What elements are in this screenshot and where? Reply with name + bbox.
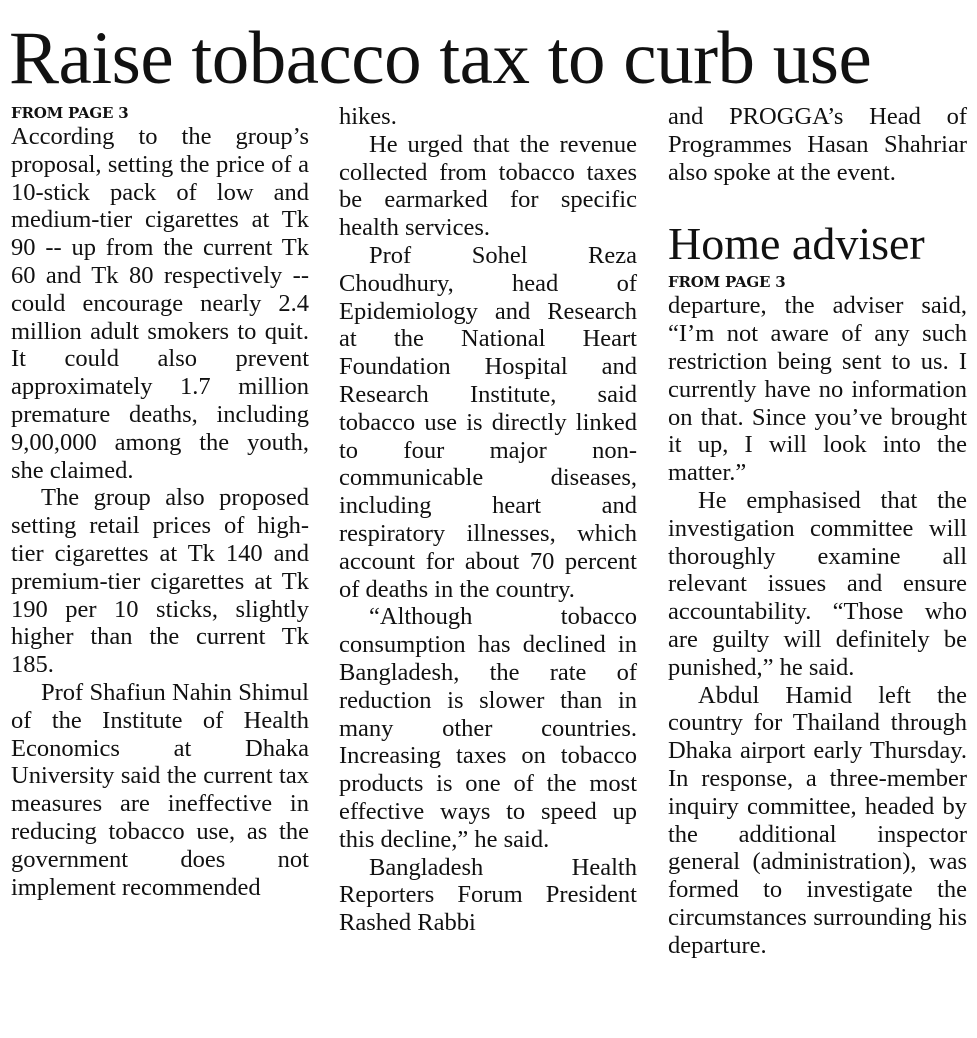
body-paragraph: The group also proposed setting retail prices of high-tier cigarettes at Tk 140 and premium-tier cigarettes at Tk 190 per 10 sticks, slightly higher than the current Tk 185.	[11, 484, 309, 679]
article-column-2	[339, 103, 637, 937]
body-paragraph: He emphasised that the investigation committee will thoroughly examine all relevant issues and ensure accountability. “Those who are guilty will definitely be punished,” he said.	[668, 486, 967, 681]
body-paragraph: Prof Sohel Reza Choudhury, head of Epidemiology and Research at the National Heart Foundation Hospital and Research Institute, said tobacco use is directly linked to four major non-communicable diseases, including heart and respiratory illnesses, which account for about 70 percent of deaths in the country.	[339, 241, 637, 603]
body-paragraph: “Although tobacco consumption has declined in Bangladesh, the rate of reduction is slower than in many other countries. Increasing taxes on tobacco products is one of the most effective ways to speed up this decline,” he said.	[339, 603, 637, 853]
article-column-3	[668, 103, 967, 960]
kicker-from-page: FROM PAGE 3	[668, 273, 786, 292]
subheadline: Home adviser	[668, 218, 925, 270]
headline: Raise tobacco tax to curb use	[9, 17, 872, 100]
body-paragraph: Prof Shafiun Nahin Shimul of the Institute of Health Economics at Dhaka University said the current tax measures are ineffective in reducing tobacco use, as the government does not implement recommended	[11, 678, 309, 901]
body-paragraph: hikes.	[339, 103, 397, 130]
body-paragraph: and PROGGA’s Head of Programmes Hasan Shahriar also spoke at the event.	[668, 103, 967, 186]
article-column-1	[11, 103, 309, 901]
kicker-from-page: FROM PAGE 3	[11, 104, 129, 122]
body-paragraph: According to the group’s proposal, setting the price of a 10-stick pack of low and medium-tier cigarettes at Tk 90 -- up from the current Tk 60 and Tk 80 respectively -- could encourage nearly 2.4 million adult smokers to quit. It could also prevent approximately 1.7 million premature deaths, including 9,00,000 among the youth, she claimed.	[11, 123, 309, 484]
body-paragraph: He urged that the revenue collected from tobacco taxes be earmarked for specific health services.	[339, 130, 637, 242]
body-paragraph: Bangladesh Health Reporters Forum President Rashed Rabbi	[339, 853, 637, 937]
body-paragraph: departure, the adviser said, “I’m not aware of any such restriction being sent to us. I currently have no information on that. Since you’ve brought it up, I will look into the matter.”	[668, 292, 967, 487]
body-paragraph: Abdul Hamid left the country for Thailand through Dhaka airport early Thursday. In response, a three-member inquiry committee, headed by the additional inspector general (administration), was formed to investigate the circumstances surrounding his departure.	[668, 681, 967, 959]
